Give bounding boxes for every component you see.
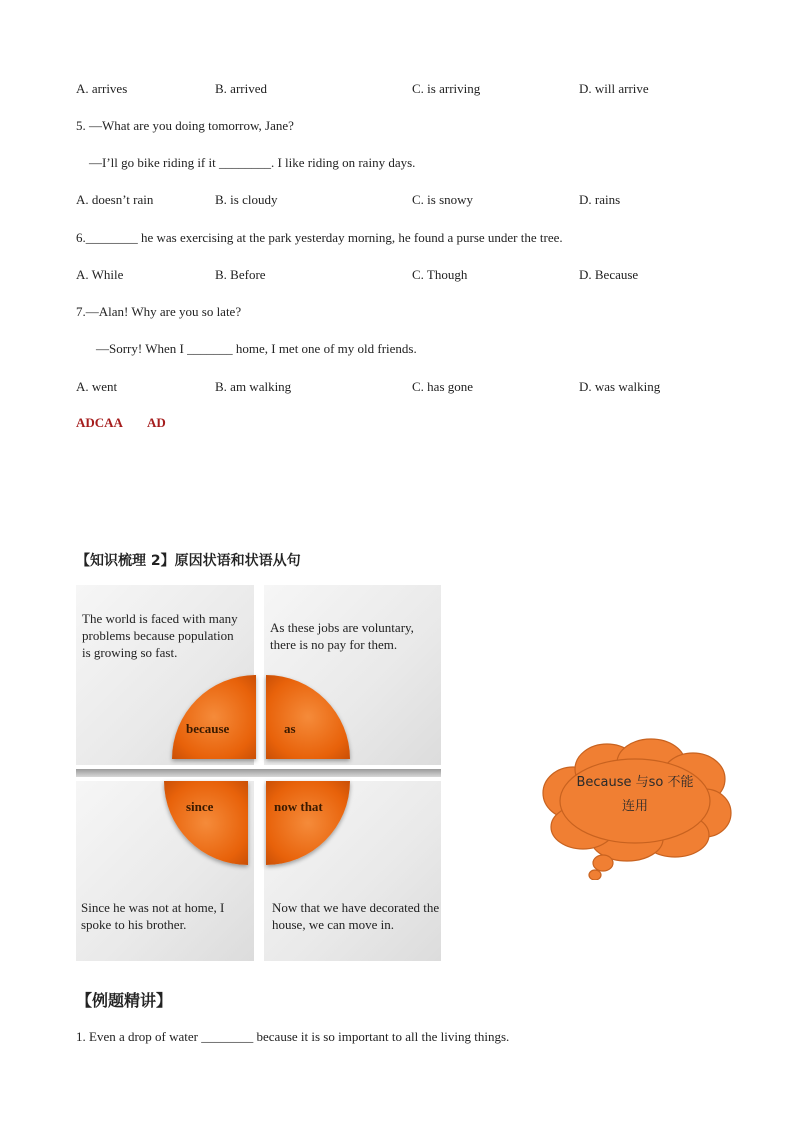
q6-option-b: B. Before <box>215 267 266 282</box>
answer-key-part2: AD <box>147 415 166 430</box>
example-heading: 【例题精讲】 <box>76 991 173 1010</box>
panel-bottom-left-text: Since he was not at home, I spoke to his brother. <box>81 900 225 932</box>
q5-option-b: B. is cloudy <box>215 192 278 207</box>
q7-question: 7.—Alan! Why are you so late? <box>76 304 242 319</box>
diagram-divider <box>76 769 441 777</box>
q7-option-b: B. am walking <box>215 379 292 394</box>
q5-response: —I’ll go bike riding if it ________. I like riding on rainy days. <box>89 155 416 170</box>
cloud-note-line1: Because 与so 不能 <box>576 775 694 790</box>
example-question-1: 1. Even a drop of water ________ because it is so important to all the living things. <box>76 1029 510 1044</box>
label-now-that: now that <box>274 799 323 814</box>
section-heading: 【知识梳理 2】原因状语和状语从句 <box>76 553 301 569</box>
answer-key-part1: ADCAA <box>76 415 123 430</box>
q6-option-c: C. Though <box>412 267 468 282</box>
q4-option-b: B. arrived <box>215 81 267 96</box>
q7-option-d: D. was walking <box>579 379 661 394</box>
q5-option-c: C. is snowy <box>412 192 474 207</box>
q7-option-c: C. has gone <box>412 379 474 394</box>
q7-option-a: A. went <box>76 379 118 394</box>
q6-question: 6.________ he was exercising at the park yesterday morning, he found a purse under the tree. <box>76 230 563 245</box>
q6-option-a: A. While <box>76 267 124 282</box>
panel-top-right-text: As these jobs are voluntary, there is no pay for them. <box>270 620 414 652</box>
q4-option-c: C. is arriving <box>412 81 481 96</box>
q6-option-d: D. Because <box>579 267 639 282</box>
cloud-callout <box>535 735 735 880</box>
panel-bottom-right-text: Now that we have decorated the house, we can move in. <box>272 900 440 932</box>
cloud-note-line2: 连用 <box>621 799 648 814</box>
label-because: because <box>186 721 230 736</box>
q5-option-d: D. rains <box>579 192 621 207</box>
q7-response: —Sorry! When I _______ home, I met one of my old friends. <box>96 341 417 356</box>
conjunction-diagram <box>76 585 441 961</box>
q4-option-a: A. arrives <box>76 81 128 96</box>
label-as: as <box>284 721 296 736</box>
q5-question: 5. —What are you doing tomorrow, Jane? <box>76 118 294 133</box>
label-since: since <box>186 799 214 814</box>
q5-option-a: A. doesn’t rain <box>76 192 154 207</box>
panel-top-left-text: The world is faced with many problems because population is growing so fast. <box>82 611 238 660</box>
cloud-note <box>535 771 735 819</box>
q4-option-d: D. will arrive <box>579 81 649 96</box>
